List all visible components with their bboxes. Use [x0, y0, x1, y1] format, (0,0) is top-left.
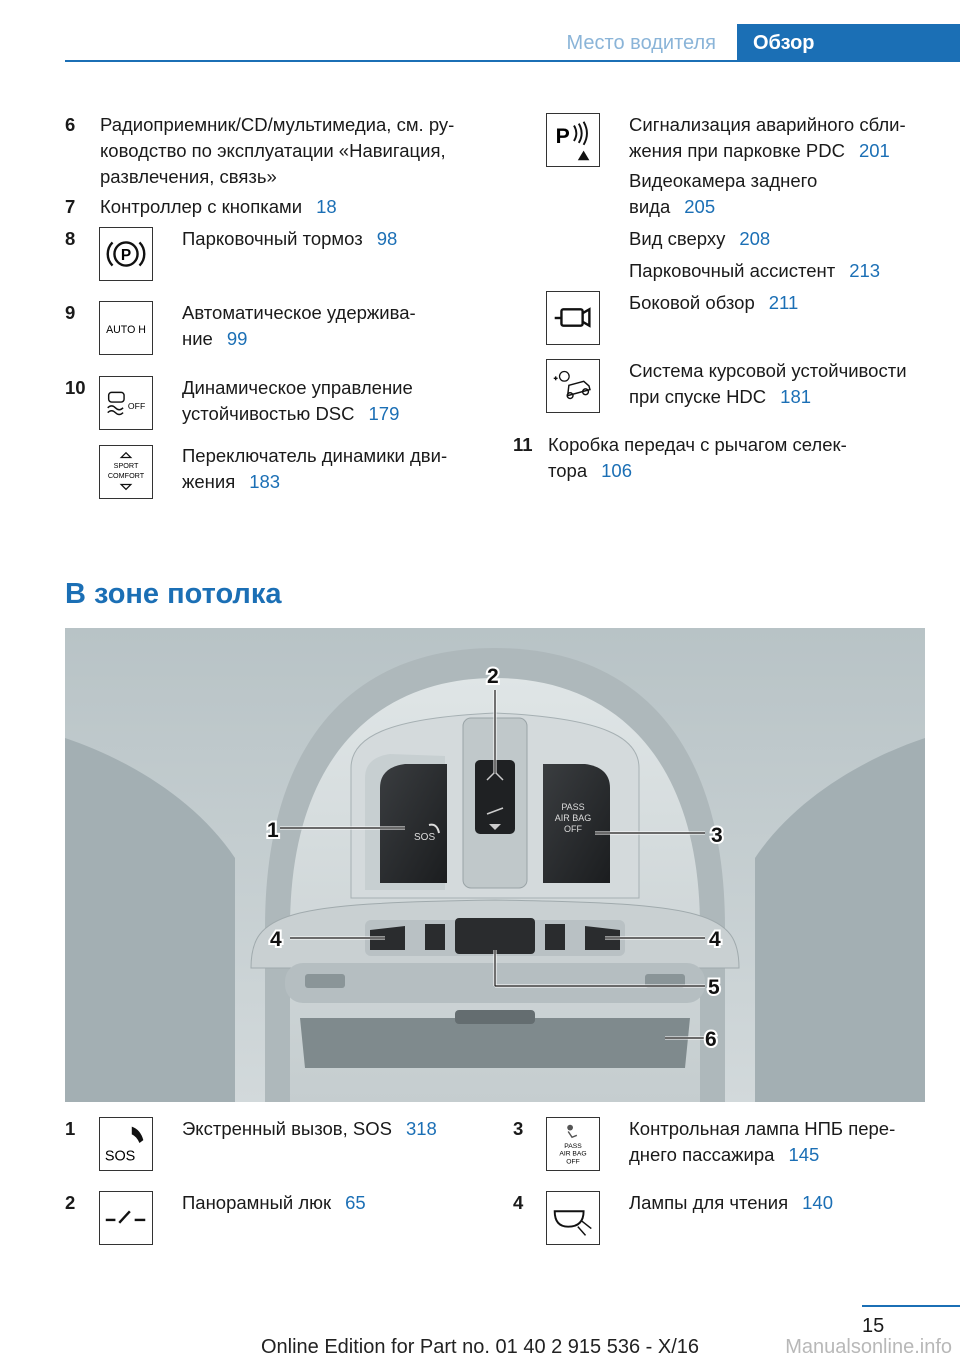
- svg-text:OFF: OFF: [566, 1158, 580, 1166]
- svg-text:P: P: [120, 246, 132, 264]
- item-number: 8: [65, 228, 76, 249]
- page-ref-link[interactable]: 201: [858, 140, 890, 161]
- item-number: 2: [65, 1192, 76, 1213]
- item-number: 9: [65, 302, 76, 323]
- svg-text:COMFORT: COMFORT: [107, 470, 145, 480]
- pdc-icon: [546, 113, 600, 167]
- top-view-text: Вид сверху 208: [629, 228, 771, 249]
- callout-6: 6: [705, 1028, 717, 1051]
- page-ref-link[interactable]: 18: [316, 196, 337, 217]
- item-6-text: Радиоприемник/CD/мультимедиа, см. ру- ководство по эксплуатации «Навигация, развлечения, связь»: [100, 114, 455, 187]
- page-ref-link[interactable]: 183: [249, 471, 281, 492]
- sos-text: Экстренный вызов, SOS 318: [182, 1118, 437, 1139]
- page-ref-link[interactable]: 99: [226, 328, 248, 349]
- svg-text:AIR BAG: AIR BAG: [554, 813, 592, 823]
- rear-camera-text: Видеокамера заднего вида 205: [629, 170, 818, 217]
- parking-brake-icon: [99, 227, 153, 281]
- edition-footer: Online Edition for Part no. 01 40 2 915 536 - X/16: [260, 1336, 700, 1358]
- callout-2: 2: [487, 665, 499, 688]
- header-section: Место водителя: [566, 32, 716, 54]
- item-number: 7: [65, 196, 76, 217]
- sport-comfort-icon: [99, 445, 153, 499]
- item-8-text: Парковочный тормоз 98: [182, 228, 398, 249]
- auto-hold-icon: [99, 301, 153, 355]
- pdc-text: Сигнализация аварийного сбли- жения при парковке PDC 201: [629, 114, 906, 161]
- item-9-text: Автоматическое удержива- ние 99: [182, 302, 416, 349]
- sunroof-text: Панорамный люк 65: [182, 1192, 366, 1213]
- page-ref-link[interactable]: 181: [780, 386, 812, 407]
- page-header: [0, 0, 960, 64]
- driving-dynamics-switch-text: Переключатель динамики дви- жения 183: [182, 445, 448, 492]
- passenger-airbag-off-icon: [546, 1117, 600, 1171]
- svg-text:AIR BAG: AIR BAG: [559, 1150, 587, 1158]
- callout-5: 5: [708, 976, 720, 999]
- hdc-text: Система курсовой устойчивости при спуске HDC 181: [629, 360, 907, 407]
- parking-assistant-text: Парковочный ассистент 213: [629, 260, 881, 281]
- svg-text:PASS: PASS: [561, 802, 585, 812]
- svg-text:AUTO H: AUTO H: [106, 323, 146, 336]
- svg-text:OFF: OFF: [564, 824, 582, 834]
- svg-text:OFF: OFF: [127, 400, 146, 411]
- side-view-text: Боковой обзор 211: [629, 292, 799, 313]
- reading-light-icon: [546, 1191, 600, 1245]
- page-ref-link[interactable]: 65: [345, 1192, 366, 1213]
- item-number: 11: [513, 434, 533, 455]
- item-10-text: Динамическое управление устойчивостью DSC 179: [182, 377, 413, 424]
- page-ref-link[interactable]: 140: [802, 1192, 833, 1213]
- side-view-camera-icon: [546, 291, 600, 345]
- footer-rule: [862, 1305, 960, 1307]
- page-ref-link[interactable]: 318: [405, 1118, 437, 1139]
- sunroof-icon: [99, 1191, 153, 1245]
- item-number: 3: [513, 1118, 524, 1139]
- svg-text:PASS: PASS: [564, 1142, 582, 1150]
- hdc-icon: [546, 359, 600, 413]
- svg-text:SPORT: SPORT: [113, 461, 139, 471]
- watermark: Manualsonline.info: [785, 1336, 952, 1358]
- item-number: 6: [65, 114, 76, 135]
- item-number: 10: [65, 377, 86, 398]
- page-ref-link[interactable]: 211: [768, 292, 799, 313]
- svg-text:P: P: [555, 124, 570, 148]
- item-number: 1: [65, 1118, 76, 1139]
- reading-lights-text: Лампы для чтения 140: [629, 1192, 833, 1213]
- svg-text:SOS: SOS: [414, 832, 436, 843]
- sos-icon: [99, 1117, 153, 1171]
- dsc-off-icon: [99, 376, 153, 430]
- page-ref-link[interactable]: 98: [376, 228, 398, 249]
- callout-4-right: 4: [709, 928, 721, 951]
- page-ref-link[interactable]: 179: [368, 403, 400, 424]
- page-number: 15: [862, 1315, 885, 1337]
- callout-4-left: 4: [270, 928, 282, 951]
- header-rule: [65, 60, 960, 62]
- svg-text:SOS: SOS: [104, 1148, 136, 1165]
- item-number: 4: [513, 1192, 524, 1213]
- item-11-text: Коробка передач с рычагом селек- тора 106: [548, 434, 847, 481]
- page-ref-link[interactable]: 145: [788, 1144, 820, 1165]
- overhead-console-photo: [65, 628, 925, 1102]
- page-ref-link[interactable]: 106: [601, 460, 633, 481]
- item-7-text: Контроллер с кнопками 18: [100, 196, 337, 217]
- airbag-lamp-text: Контрольная лампа НПБ пере- днего пассажира 145: [629, 1118, 896, 1165]
- page-ref-link[interactable]: 205: [684, 196, 716, 217]
- callout-3: 3: [711, 824, 723, 847]
- page-ref-link[interactable]: 213: [849, 260, 881, 281]
- section-title: В зоне потолка: [65, 578, 282, 610]
- header-subsection: Обзор: [737, 24, 960, 62]
- callout-1: 1: [267, 819, 279, 842]
- page-ref-link[interactable]: 208: [739, 228, 771, 249]
